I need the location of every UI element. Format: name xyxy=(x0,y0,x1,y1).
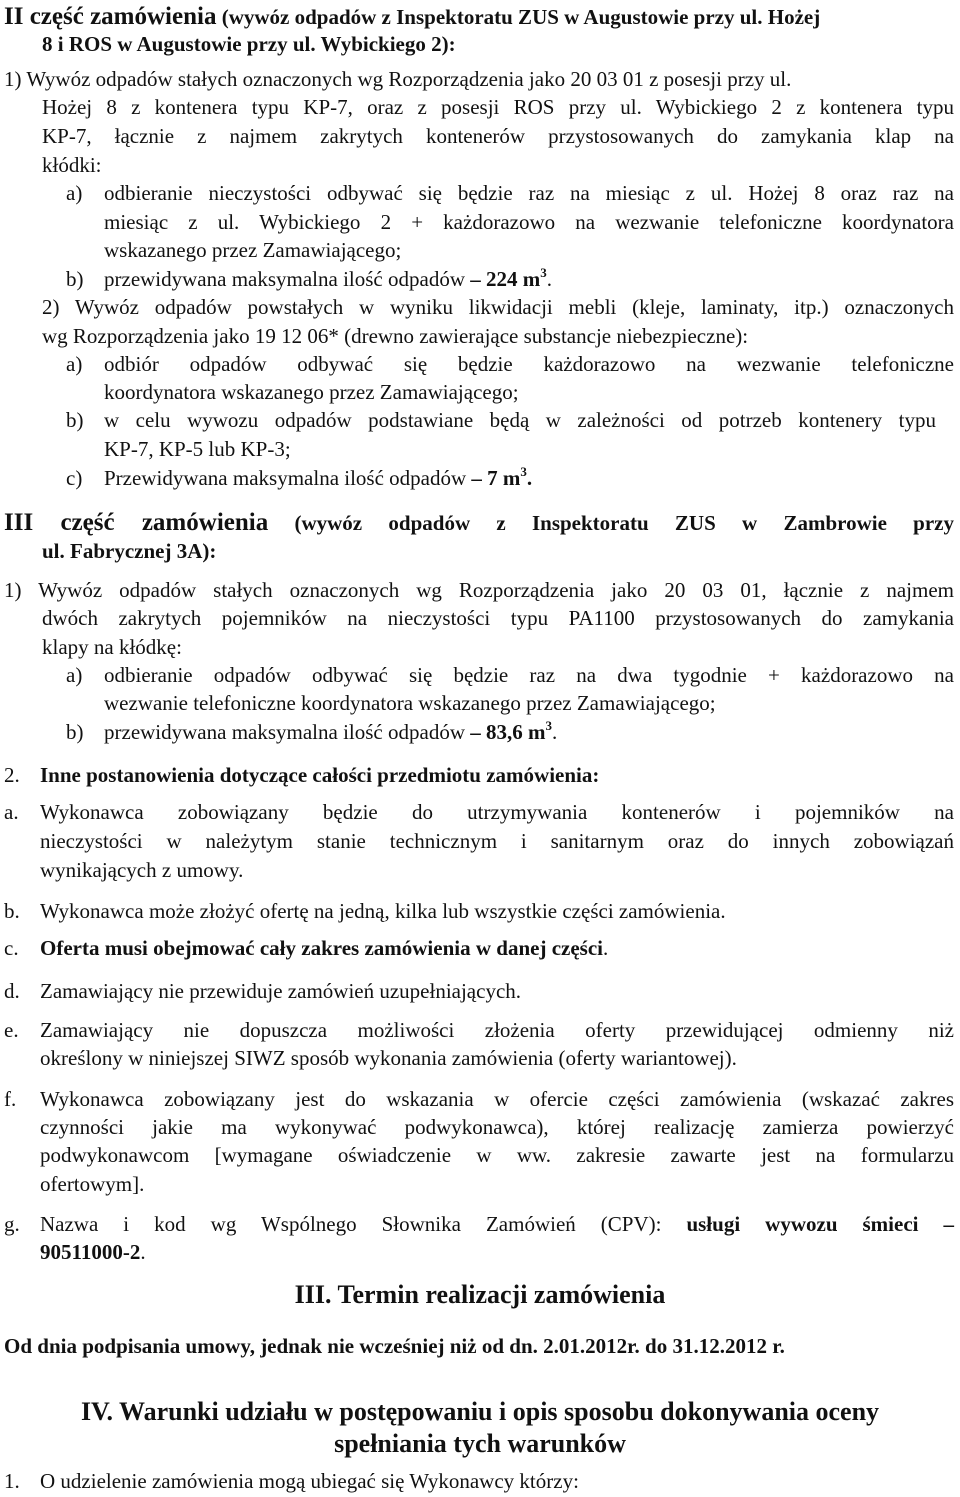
sec2-b-text: przewidywana maksymalna ilość odpadów xyxy=(104,267,471,291)
section-iii-heading xyxy=(4,510,954,535)
item-d-marker: d. xyxy=(4,979,20,1003)
sec2-b-line xyxy=(104,265,552,291)
sec2-p2-line1: 2) Wywóz odpadów powstałych w wyniku likwidacji mebli (kleje, laminaty, itp.) oznaczonych xyxy=(42,295,954,319)
section-iii-title: III część zamówienia xyxy=(4,509,269,536)
sec2-p1-line2: Hożej 8 z kontenera typu KP-7, oraz z posesji ROS przy ul. Wybickiego 2 z kontenera typu xyxy=(42,95,954,119)
sec2-c2-text: Przewidywana maksymalna ilość odpadów xyxy=(104,466,472,490)
item-a-marker: a. xyxy=(4,800,19,824)
sec2-a-line3: wskazanego przez Zamawiającego; xyxy=(104,238,402,262)
item-f-marker: f. xyxy=(4,1087,17,1111)
item-g-line1 xyxy=(40,1214,954,1235)
item-e-line2: określony w niniejszej SIWZ sposób wykonania zamówienia (oferty wariantowej). xyxy=(40,1046,737,1070)
item-a-line3: wynikających z umowy. xyxy=(40,858,244,882)
item-f-line2: czynności jakie ma wykonywać podwykonawca), której realizację zamierza powierzyć xyxy=(40,1115,954,1139)
item-g-period: . xyxy=(140,1240,146,1264)
item-g-cpv-code: 90511000-2 xyxy=(40,1240,141,1264)
sec2-c2-period: . xyxy=(526,466,533,490)
sec2-c2-marker: c) xyxy=(66,466,83,490)
sec3-b-text: przewidywana maksymalna ilość odpadów xyxy=(104,720,471,744)
sec3-a-marker: a) xyxy=(66,663,83,687)
sec2-c2-amount: – 7 m xyxy=(471,466,521,490)
section-ii-heading xyxy=(4,4,820,29)
sec3-p1-line3: klapy na kłódkę: xyxy=(42,635,182,659)
section-iv-item1-number: 1. xyxy=(4,1469,20,1493)
section-ii-title-rest: (wywóz odpadów z Inspektoratu ZUS w Augustowie przy ul. Hożej xyxy=(216,5,821,29)
sec2-a2-line1: odbiór odpadów odbywać się będzie każdorazowo na wezwanie telefoniczne xyxy=(104,352,954,376)
section-iv-item1-text: O udzielenie zamówienia mogą ubiegać się Wykonawcy którzy: xyxy=(40,1469,579,1493)
section-iv-heading-line1: IV. Warunki udziału w postępowaniu i opis sposobu dokonywania oceny xyxy=(80,1397,880,1426)
sec2-b-marker: b) xyxy=(66,267,84,291)
item-b-line1: Wykonawca może złożyć ofertę na jedną, kilka lub wszystkie części zamówienia. xyxy=(40,899,726,923)
sec3-b-period: . xyxy=(551,720,558,744)
item-a-line2: nieczystości w należytym stanie technicznym i sanitarnym oraz do innych zobowiązań xyxy=(40,829,954,853)
sec3-b-amount: – 83,6 m xyxy=(470,720,546,744)
sec2-p1-line4: kłódki: xyxy=(42,153,102,177)
sec3-b-exponent: 3 xyxy=(545,718,552,733)
item-b-marker: b. xyxy=(4,899,20,923)
section-iv-heading-line2: spełniania tych warunków xyxy=(334,1429,626,1458)
sec2-c2-line xyxy=(104,464,533,490)
sec2-a-line2: miesiąc z ul. Wybickiego 2 + każdorazowo na wezwanie telefoniczne koordynatora xyxy=(104,210,954,234)
item-f-line1: Wykonawca zobowiązany jest do wskazania w ofercie części zamówienia (wskazać zakres xyxy=(40,1087,954,1111)
sec2-c2-exponent: 3 xyxy=(520,464,527,479)
sec2-a-marker: a) xyxy=(66,181,83,205)
sec3-a-line2: wezwanie telefoniczne koordynatora wskazanego przez Zamawiającego; xyxy=(104,691,716,715)
sec3-b-line xyxy=(104,718,558,744)
item-c-line xyxy=(40,938,608,959)
term-text: Od dnia podpisania umowy, jednak nie wcześniej niż od dn. 2.01.2012r. do 31.12.2012 r. xyxy=(4,1334,785,1358)
section-ii-title-line2: 8 i ROS w Augustowie przy ul. Wybickiego 2): xyxy=(42,32,456,56)
item-e-line1: Zamawiający nie dopuszcza możliwości złożenia oferty przewidującej odmienny niż xyxy=(40,1018,954,1042)
other-provisions-title: Inne postanowienia dotyczące całości przedmiotu zamówienia: xyxy=(40,763,600,787)
item-e-marker: e. xyxy=(4,1018,19,1042)
item-f-line4: ofertowym]. xyxy=(40,1172,145,1196)
section-iii-title-rest: (wywóz odpadów z Inspektoratu ZUS w Zambrowie przy xyxy=(268,511,955,535)
item-d-line1: Zamawiający nie przewiduje zamówień uzupełniających. xyxy=(40,979,522,1003)
term-heading: III. Termin realizacji zamówienia xyxy=(294,1280,666,1309)
other-provisions-number: 2. xyxy=(4,763,20,787)
sec2-b2-line1: w celu wywozu odpadów podstawiane będą w zależności od potrzeb kontenery typu xyxy=(104,408,936,432)
sec3-p1-line2: dwóch zakrytych pojemników na nieczystości typu PA1100 przystosowanych do zamykania xyxy=(42,606,954,630)
sec2-p1-line1: 1) Wywóz odpadów stałych oznaczonych wg Rozporządzenia jako 20 03 01 z posesji przy ul. xyxy=(4,67,792,91)
sec2-b-amount: – 224 m xyxy=(470,267,541,291)
item-g-line2 xyxy=(40,1242,146,1263)
sec2-a2-marker: a) xyxy=(66,352,83,376)
sec2-p2-line2: wg Rozporządzenia jako 19 12 06* (drewno zawierające substancje niebezpieczne): xyxy=(42,324,749,348)
sec2-b-period: . xyxy=(546,267,552,291)
item-g-text: Nazwa i kod wg Wspólnego Słownika Zamówień (CPV): xyxy=(40,1212,687,1236)
sec3-a-line1: odbieranie odpadów odbywać się będzie raz na dwa tygodnie + każdorazowo na xyxy=(104,663,954,687)
item-g-cpv-name: usługi wywozu śmieci – xyxy=(686,1212,954,1236)
sec3-b-marker: b) xyxy=(66,720,84,744)
section-ii-title: II część zamówienia xyxy=(4,3,217,30)
sec2-b2-marker: b) xyxy=(66,408,84,432)
item-c-bold: Oferta musi obejmować cały zakres zamówienia w danej części xyxy=(40,936,603,960)
sec2-a2-line2: koordynatora wskazanego przez Zamawiającego; xyxy=(104,380,519,404)
item-g-marker: g. xyxy=(4,1212,20,1236)
item-f-line3: podwykonawcom [wymagane oświadczenie w ww. zakresie zawarte jest na formularzu xyxy=(40,1143,954,1167)
sec3-p1-line1: 1) Wywóz odpadów stałych oznaczonych wg Rozporządzenia jako 20 03 01, łącznie z najmem xyxy=(4,578,954,602)
sec2-b-exponent: 3 xyxy=(540,265,547,280)
sec2-a-line1: odbieranie nieczystości odbywać się będzie raz na miesiąc z ul. Hożej 8 oraz raz na xyxy=(104,181,954,205)
item-a-line1: Wykonawca zobowiązany będzie do utrzymywania kontenerów i pojemników na xyxy=(40,800,954,824)
sec2-b2-line2: KP-7, KP-5 lub KP-3; xyxy=(104,437,291,461)
section-iii-title-line2: ul. Fabrycznej 3A): xyxy=(42,539,217,563)
item-c-marker: c. xyxy=(4,936,19,960)
item-c-period: . xyxy=(602,936,609,960)
sec2-p1-line3: KP-7, łącznie z najmem zakrytych kontenerów przystosowanych do zamykania klap na xyxy=(42,124,954,148)
